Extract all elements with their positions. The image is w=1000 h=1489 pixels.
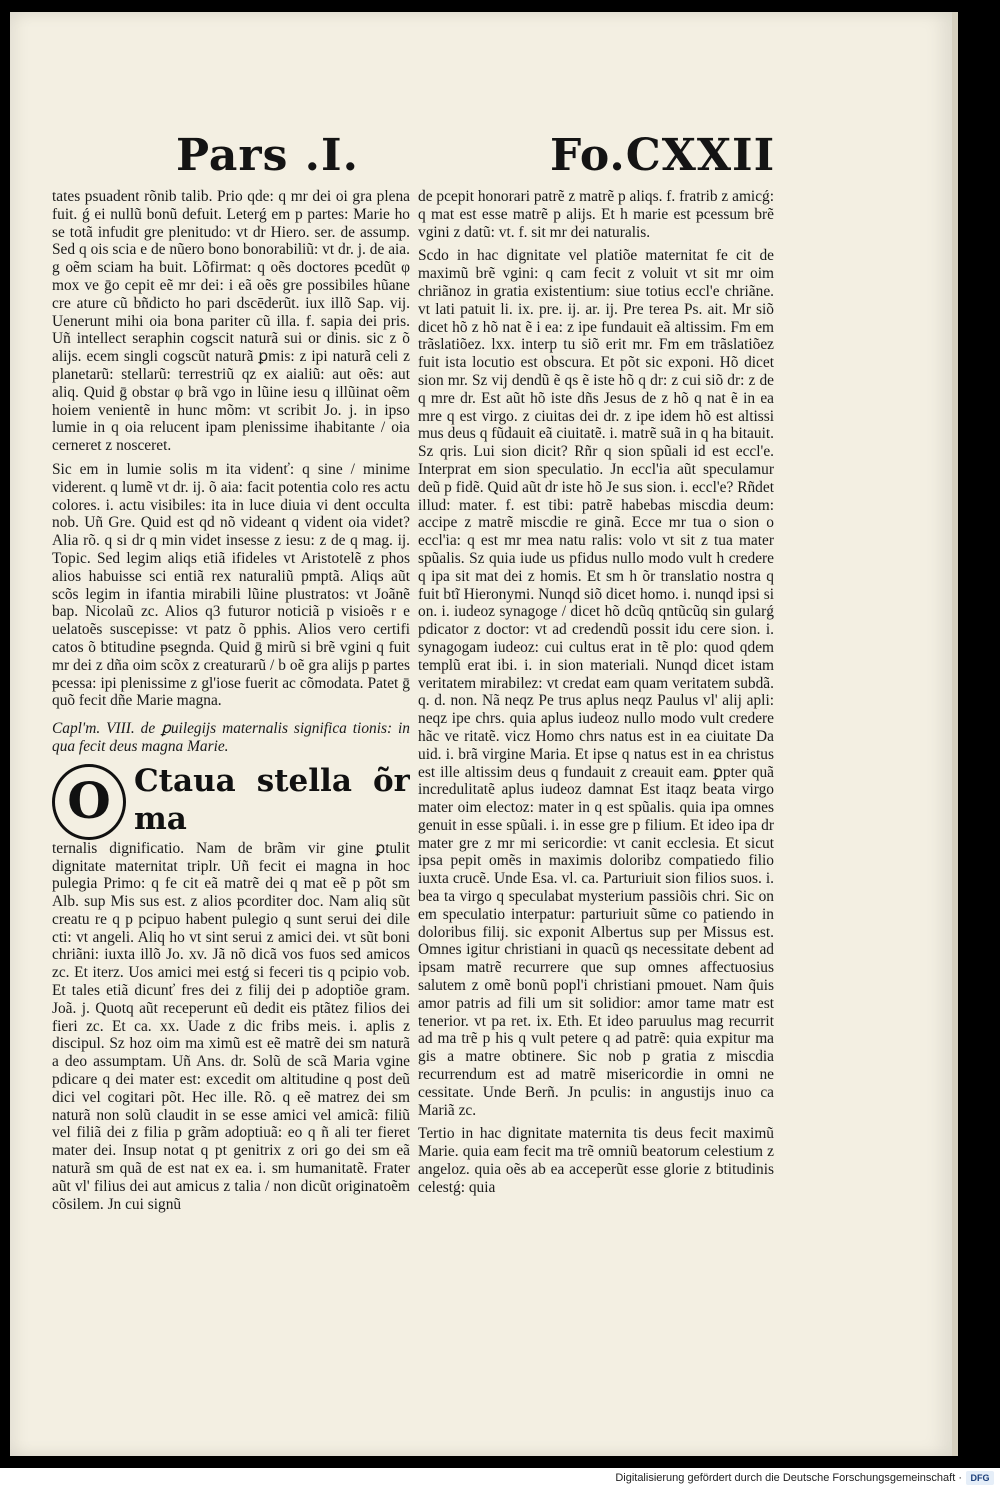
book-page [10, 12, 958, 1456]
section-paragraph: ternalis dignificatio. Nam de brãm vir gine ꝑtulit dignitate maternitat triplr. Uñ fecit ei magna in hoc pulegia Primo: q fe cit eã matrẽ dei q mat eẽ p põt sm Alb. sup Mis sus est. z alios ᵽcorditer doc. Nam aliq sũt creatu re q p pcipuo habent pulegio q sunt serui dei dile cti: vt angeli. Aliq ho vt sint serui z amici dei. vt sũt boni chriãni: iuxta illõ Jo. xv. Jã nõ dicã vos fuos sed amicos zc. Et iterz. Uos amici mei estǵ si feceri tis q pcipio vob. Et tales etiã dicunť fres dei z filij dei p adoptiõe gram. Joã. j. Quotq aũt receperunt eũ dedit eis ptãtez filios dei fieri zc. Et ca. xx. Uade z dic fribs meis. i. aplis z discipul. Sz hoz oim ma ximũ est eẽ matrẽ dei sm naturã a deo assumptam. Uñ Ans. dr. Solũ de scã Maria vgine pdicare q dei mater est: excedit om altitudine q post deũ dici vel cogitari põt. Hec ille. Rõ. q eẽ matrez dei sm naturã non solũ claudit in se esse amici vel amicã: filiũ vel filiã dei z filia p grãm adoptiuã: eo q ñ ali ter fieret mater dei. Insup notat q pt genitrix z ori go dei sm eã naturã sm quã de est nat ex ea. i. sm humanitatẽ. Frater aũt vl' filius dei aut amicus z talia / non dicũt originatoẽm cõsilem. Jn cui signũ [52, 839, 410, 1213]
footer-bar [0, 1468, 1000, 1489]
right-paragraph-1: de pcepit honorari patrẽ z matrẽ p aliqs. f. fratrib z amicǵ: q mat est esse matrẽ p alijs. Et h marie est ᵽcessum brẽ vgini z datũ: vt. f. sit mr dei naturalis. [418, 188, 774, 241]
right-paragraph-2: Scdo in hac dignitate vel platiõe maternitat fe cit de maximũ brẽ vgini: q cam fecit z voluit vt sit mr oim chriãnoz in gratia existentium: siue totius eccl'e chriãne. vt lati patuit li. ix. pre. ij. ar. ij. Pre terea Ps. ait. Mr siõ dicet hõ z hõ nat ẽ i ea: z ipe fundauit eã altissim. Fm em trãslatiõez. lxx. interp tu siõ erit mr. Fm em trãslatiõez fuit ista locutio est obscura. Et põt sic exponi. Hõ dicet sion mr. Sz vij dendũ ẽ qs ẽ iste hõ q dr: z cui siõ dr: z de q mre dr. Est aũt hõ iste dñs Jesus de z hõ q nat ẽ in ea mre q est virgo. z ciuitas dei dr. z ipe idem hõ est altissi mus deus q fũdauit eã ciuitatẽ. i. matrẽ suã in q ha bitauit. Sz qris. Lui sion dicit? Rñr q sion spũali id est eccl'e. Interprat em sion speculatio. Jn eccl'ia aũt speculamur deũ p fidẽ. Quid aũt dr iste hõ Je sus sion. i. eccl'e? Rñdet illud: mater. f. est tibi: patrẽ habebas miscdia deum: accipe z matrẽ miscdie re ginã. Ecce mr tua o sion o eccl'ia: q est mr mea natu ralis: volo vt sit z tua mater spũalis. Sz quia iude us pfidus nullo modo vult h credere q ipa sit mat dei z homis. Et sm h õr translatio nostra q fuit btĩ Hieronymi. Nunqd siõ dicet homo. i. nunqd ipsi si on. i. iudeoz synagoge / dicet hõ dcũq qntũcũq sin gularǵ pdicator z doctor: vt ad credendũ possit idu cere sion. i. synagogam iudeoz: cui cultus erat in tẽ plo: quod qdem templũ erat ibi. i. in sion materiali. Nunqd dicet istam veritatem mirabilez: vt credat eam quam veritatem subdã. q. d. non. Nã neqz Pe trus aplus neqz Paulus vl' alij apli: neqz ipe chrs. quia aplus iudeoz nullo modo vult credere hãc ve ritatẽ. vicz Homo chrs natus est in ea ciuitate Da uid. i. brã virgine Maria. Et ipse q natus est in ea christus est ille altissim deus q fundauit z creauit eam. ꝑpter quã incredulitatẽ aplus iudeoz damnat Est itaqz beata virgo mater oim electoz: mater in q est spũalis. quia ipa omnes genuit in esse spũali. i. in esse gre p filium. Et ideo ipa dr mater gre z mr mi sericordie: vt canit ecclesia. Et sicut ipsa pepit omẽs in maximis doloribz compatiedo filio iuxta crucẽ. Unde Esa. vl. ca. Parturiuit sion filios suos. i. bea ta virgo q speculabat mysterium passiõis chri. Sic on em speculatio interpatur: parturiuit sũme co patiendo in doloribus filij. sic exponit Albertus sup per Missus est. Omnes igitur christiani in quacũ qs necessitate debent ad ipsam matrẽ recurrere que sup omnes affectuosius salutem z omẽ bonũ popl'i christiani pmouet. Nam q̃uis amor patris ad fili um sit solidior: amor tame matr est tenerior. vt pa ret. ix. Eth. Et ideo paruulus mag recurrit ad ma trẽ p his q vult petere q ad patrẽ: quia expitur ma gis a matre obtinere. Sic nob p gratia z miscdia recurrendum est ad matrẽ misericordie in omni ne cessitate. Unde Berñ. Jn pculis: in angustijs inuo ca Mariã zc. [418, 247, 774, 1119]
dfg-logo-icon: DFG [966, 1471, 994, 1485]
opening-words: Ctaua stella õr ma [134, 762, 410, 837]
section-opening [52, 762, 410, 1214]
decorated-initial: O [52, 764, 126, 840]
funding-note: Digitalisierung gefördert durch die Deutsche Forschungsgemeinschaft · [615, 1472, 962, 1484]
folio-number: Fo.CXXII [550, 130, 776, 181]
left-paragraph-1: tates psuadent rõnib talib. Prio qde: q mr dei oi gra plena fuit. ǵ ei nullũ bonũ defuit. Leterǵ em p partes: Marie ho se totã infudit gre plenitudo: vt dr Hiero. ser. de assump. Sed q ois scia e de nũero bono bonorabiliũ: vt dr. j. de aia. g oẽm sciam ha buit. Lõfirmat: q oẽs doctores ᵽcedũt φ mox ve ḡo cepit eẽ mr dei: i eã oẽs gre possibiles hũane cre ature cũ bñdicto ho pari dscēderũt. iux illõ Sap. vij. Uenerunt mihi oia bona pariter cũ illa. f. sapia dei pris. Uñ intellect seraphin cogscit naturã sui or dinis. sic z õ alijs. ecem singli cogscũt naturã ꝑmis: z ipi naturã celi z planetarũ: stellarũ: terrestriũ qz ex aialiũ: aut oẽs: aut aliq. Quid ḡ obstar φ brã vgo in lũine iesu q illũinat oẽm hoiem venientẽ in hunc mõm: vt scribit Jo. j. in ipso lumie in q oia relucent ipam plenissime ihabitante / oia cerneret z nosceret. [52, 188, 410, 455]
left-paragraph-2: Sic em in lumie solis m ita videnť: q sine / minime viderent. q lumẽ vt dr. ij. õ aia: facit potentia colo res actu colores. i. actu visibiles: ita in luce diuia vi dent occulta nob. Uñ Gre. Quid est qd nõ videant q vident oia videt? Alia rõ. q si dr q min videt insesse z iesu: z de q mag. ij. Topic. Sed legim aliqs etiã ifideles vt Aristotelẽ z phos alios habuisse sci entiã rex naturaliũ pmptã. Aliqs aũt scõs legim in ifantia mirabili lũine plustratos: vt Joãnẽ bap. Nicolaũ zc. Alios q3 futuror noticiã p visioẽs r e uelatoẽs suscepisse: vt patz õ pphis. Alios vero certifi catos õ btitudine ᵽsegnda. Quid ḡ mirũ si brẽ vgini q fuit mr dei z dña oim scõx z creaturarũ / b oẽ gra alijs p partes ᵽcessa: ipi plenissime z gl'iose fuerit ac cõmodata. Patet ḡ quõ fecit dñe Marie magna. [52, 460, 410, 710]
running-head-left: Pars .I. [176, 130, 359, 181]
chapter-heading: Capl'm. VIII. de ꝑuilegijs maternalis significa tionis: in qua fecit deus magna Marie. [52, 720, 410, 755]
left-text-column [52, 188, 410, 1258]
right-text-column [418, 188, 774, 1248]
right-paragraph-3: Tertio in hac dignitate maternita tis deus fecit maximũ Marie. quia eam fecit ma trẽ omniũ beatorum celestium z angeloz. quia oẽs ab ea acceperũt esse glorie z btitudinis celestǵ: quia [418, 1125, 774, 1196]
